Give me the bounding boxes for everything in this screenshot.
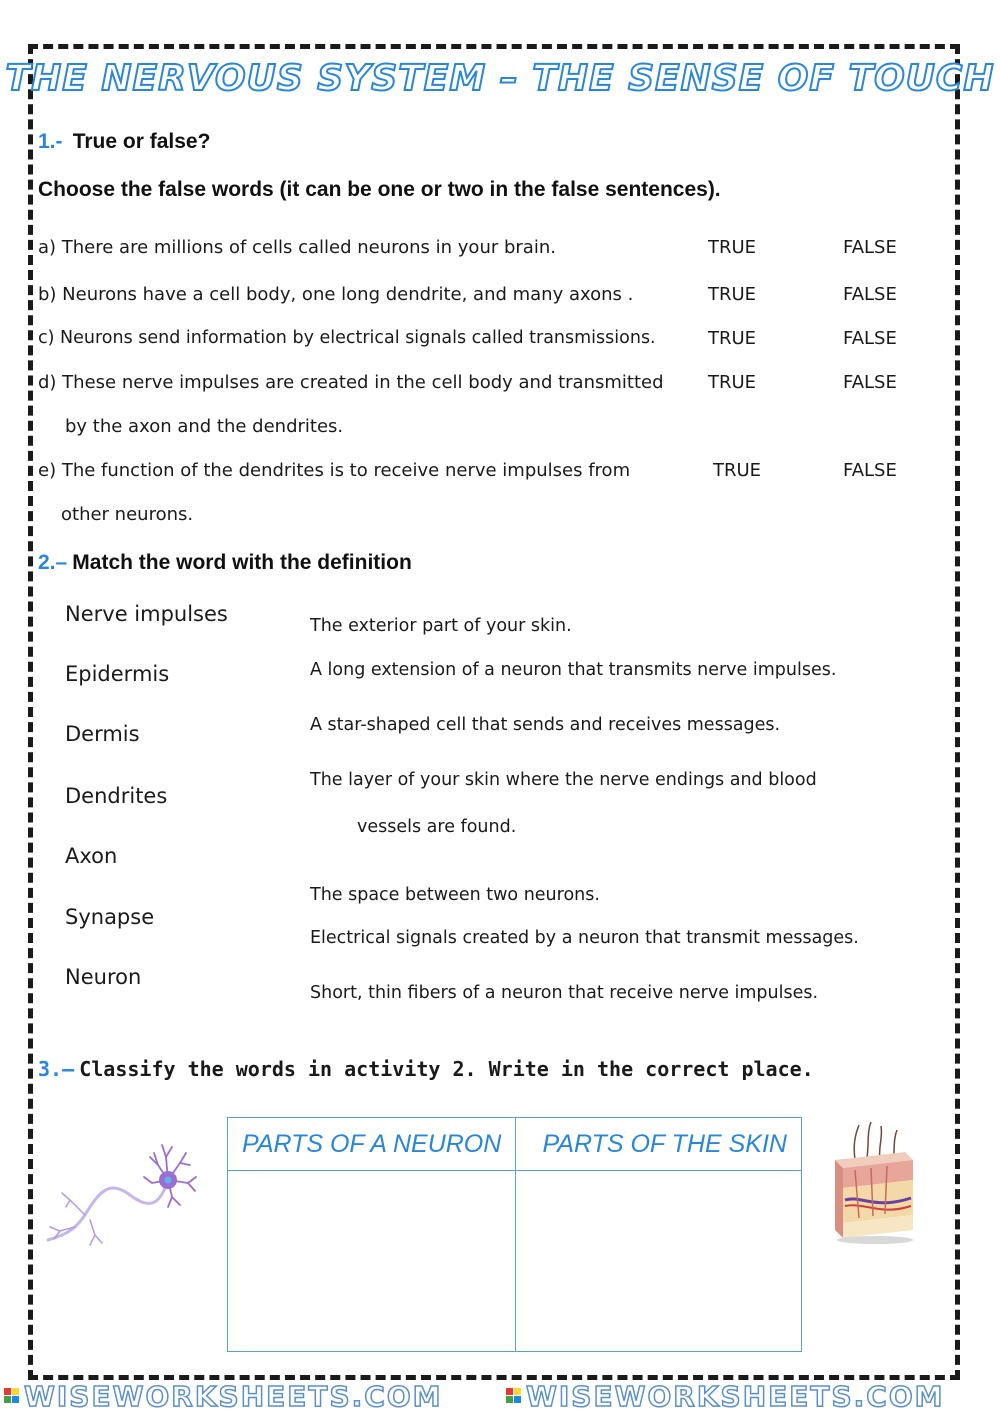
match-definition[interactable]: Electrical signals created by a neuron that transmit messages. — [310, 928, 859, 948]
q3-header — [38, 1057, 814, 1081]
q1-sentence-e: e) The function of the dendrites is to receive nerve impulses from — [38, 460, 631, 481]
q1-sentence-c: c) Neurons send information by electrical signals called transmissions. — [38, 328, 656, 348]
q1-sentence-a: a) There are millions of cells called neurons in your brain. — [38, 237, 556, 258]
match-word[interactable]: Synapse — [65, 905, 155, 929]
match-word[interactable]: Dendrites — [65, 784, 168, 808]
answer-cell-neuron[interactable] — [228, 1171, 516, 1352]
column-header-skin: PARTS OF THE SKIN — [516, 1118, 802, 1171]
q1-true-d[interactable]: TRUE — [708, 372, 757, 393]
q1-true-a[interactable]: TRUE — [708, 237, 757, 258]
classify-table — [227, 1117, 802, 1352]
match-definition[interactable]: A long extension of a neuron that transmits nerve impulses. — [310, 660, 837, 680]
footer-logo-text-2: WISEWORKSHEETS.COM — [526, 1380, 945, 1413]
match-definition[interactable]: The exterior part of your skin. — [310, 616, 572, 636]
match-definition-cont: vessels are found. — [357, 817, 517, 837]
match-word[interactable]: Neuron — [65, 965, 142, 989]
match-definition[interactable]: The space between two neurons. — [310, 885, 600, 905]
q1-true-e[interactable]: TRUE — [713, 460, 762, 481]
q1-sentence-d: d) These nerve impulses are created in the cell body and transmitted — [38, 372, 664, 393]
q1-false-b[interactable]: FALSE — [843, 284, 897, 305]
q3-number: 3.– — [38, 1057, 75, 1081]
match-word[interactable]: Axon — [65, 844, 118, 868]
match-definition[interactable]: A star-shaped cell that sends and receives messages. — [310, 715, 781, 735]
q1-sentence-e-cont: other neurons. — [61, 504, 194, 525]
neuron-illustration — [40, 1135, 200, 1260]
q2-number: 2.– — [38, 551, 68, 574]
match-word[interactable]: Epidermis — [65, 662, 170, 686]
q1-true-c[interactable]: TRUE — [708, 328, 757, 349]
footer-logo-strip — [0, 1378, 1000, 1413]
q3-heading: Classify the words in activity 2. Write in the correct place. — [79, 1057, 814, 1081]
q1-true-b[interactable]: TRUE — [708, 284, 757, 305]
match-word[interactable]: Dermis — [65, 722, 140, 746]
q2-header — [38, 551, 412, 575]
q1-header — [38, 130, 210, 154]
page-title: THE NERVOUS SYSTEM – THE SENSE OF TOUCH — [5, 58, 995, 99]
q1-false-a[interactable]: FALSE — [843, 237, 897, 258]
q1-number: 1.- — [38, 130, 63, 153]
skin-illustration — [825, 1120, 920, 1245]
q1-false-d[interactable]: FALSE — [843, 372, 897, 393]
q1-instruction: Choose the false words (it can be one or two in the false sentences). — [38, 178, 721, 201]
footer-logo-text-1: WISEWORKSHEETS.COM — [24, 1380, 443, 1413]
q1-false-c[interactable]: FALSE — [843, 328, 897, 349]
q1-sentence-d-cont: by the axon and the dendrites. — [65, 416, 344, 437]
column-header-neuron: PARTS OF A NEURON — [228, 1118, 516, 1171]
match-word[interactable]: Nerve impulses — [65, 602, 228, 626]
answer-cell-skin[interactable] — [516, 1171, 802, 1352]
q1-false-e[interactable]: FALSE — [843, 460, 897, 481]
q1-heading: True or false? — [72, 130, 211, 153]
match-definition[interactable]: Short, thin fibers of a neuron that receive nerve impulses. — [310, 983, 819, 1003]
q2-heading: Match the word with the definition — [72, 551, 412, 574]
q1-sentence-b: b) Neurons have a cell body, one long dendrite, and many axons . — [38, 284, 634, 305]
match-definition[interactable]: The layer of your skin where the nerve endings and blood — [310, 770, 817, 790]
